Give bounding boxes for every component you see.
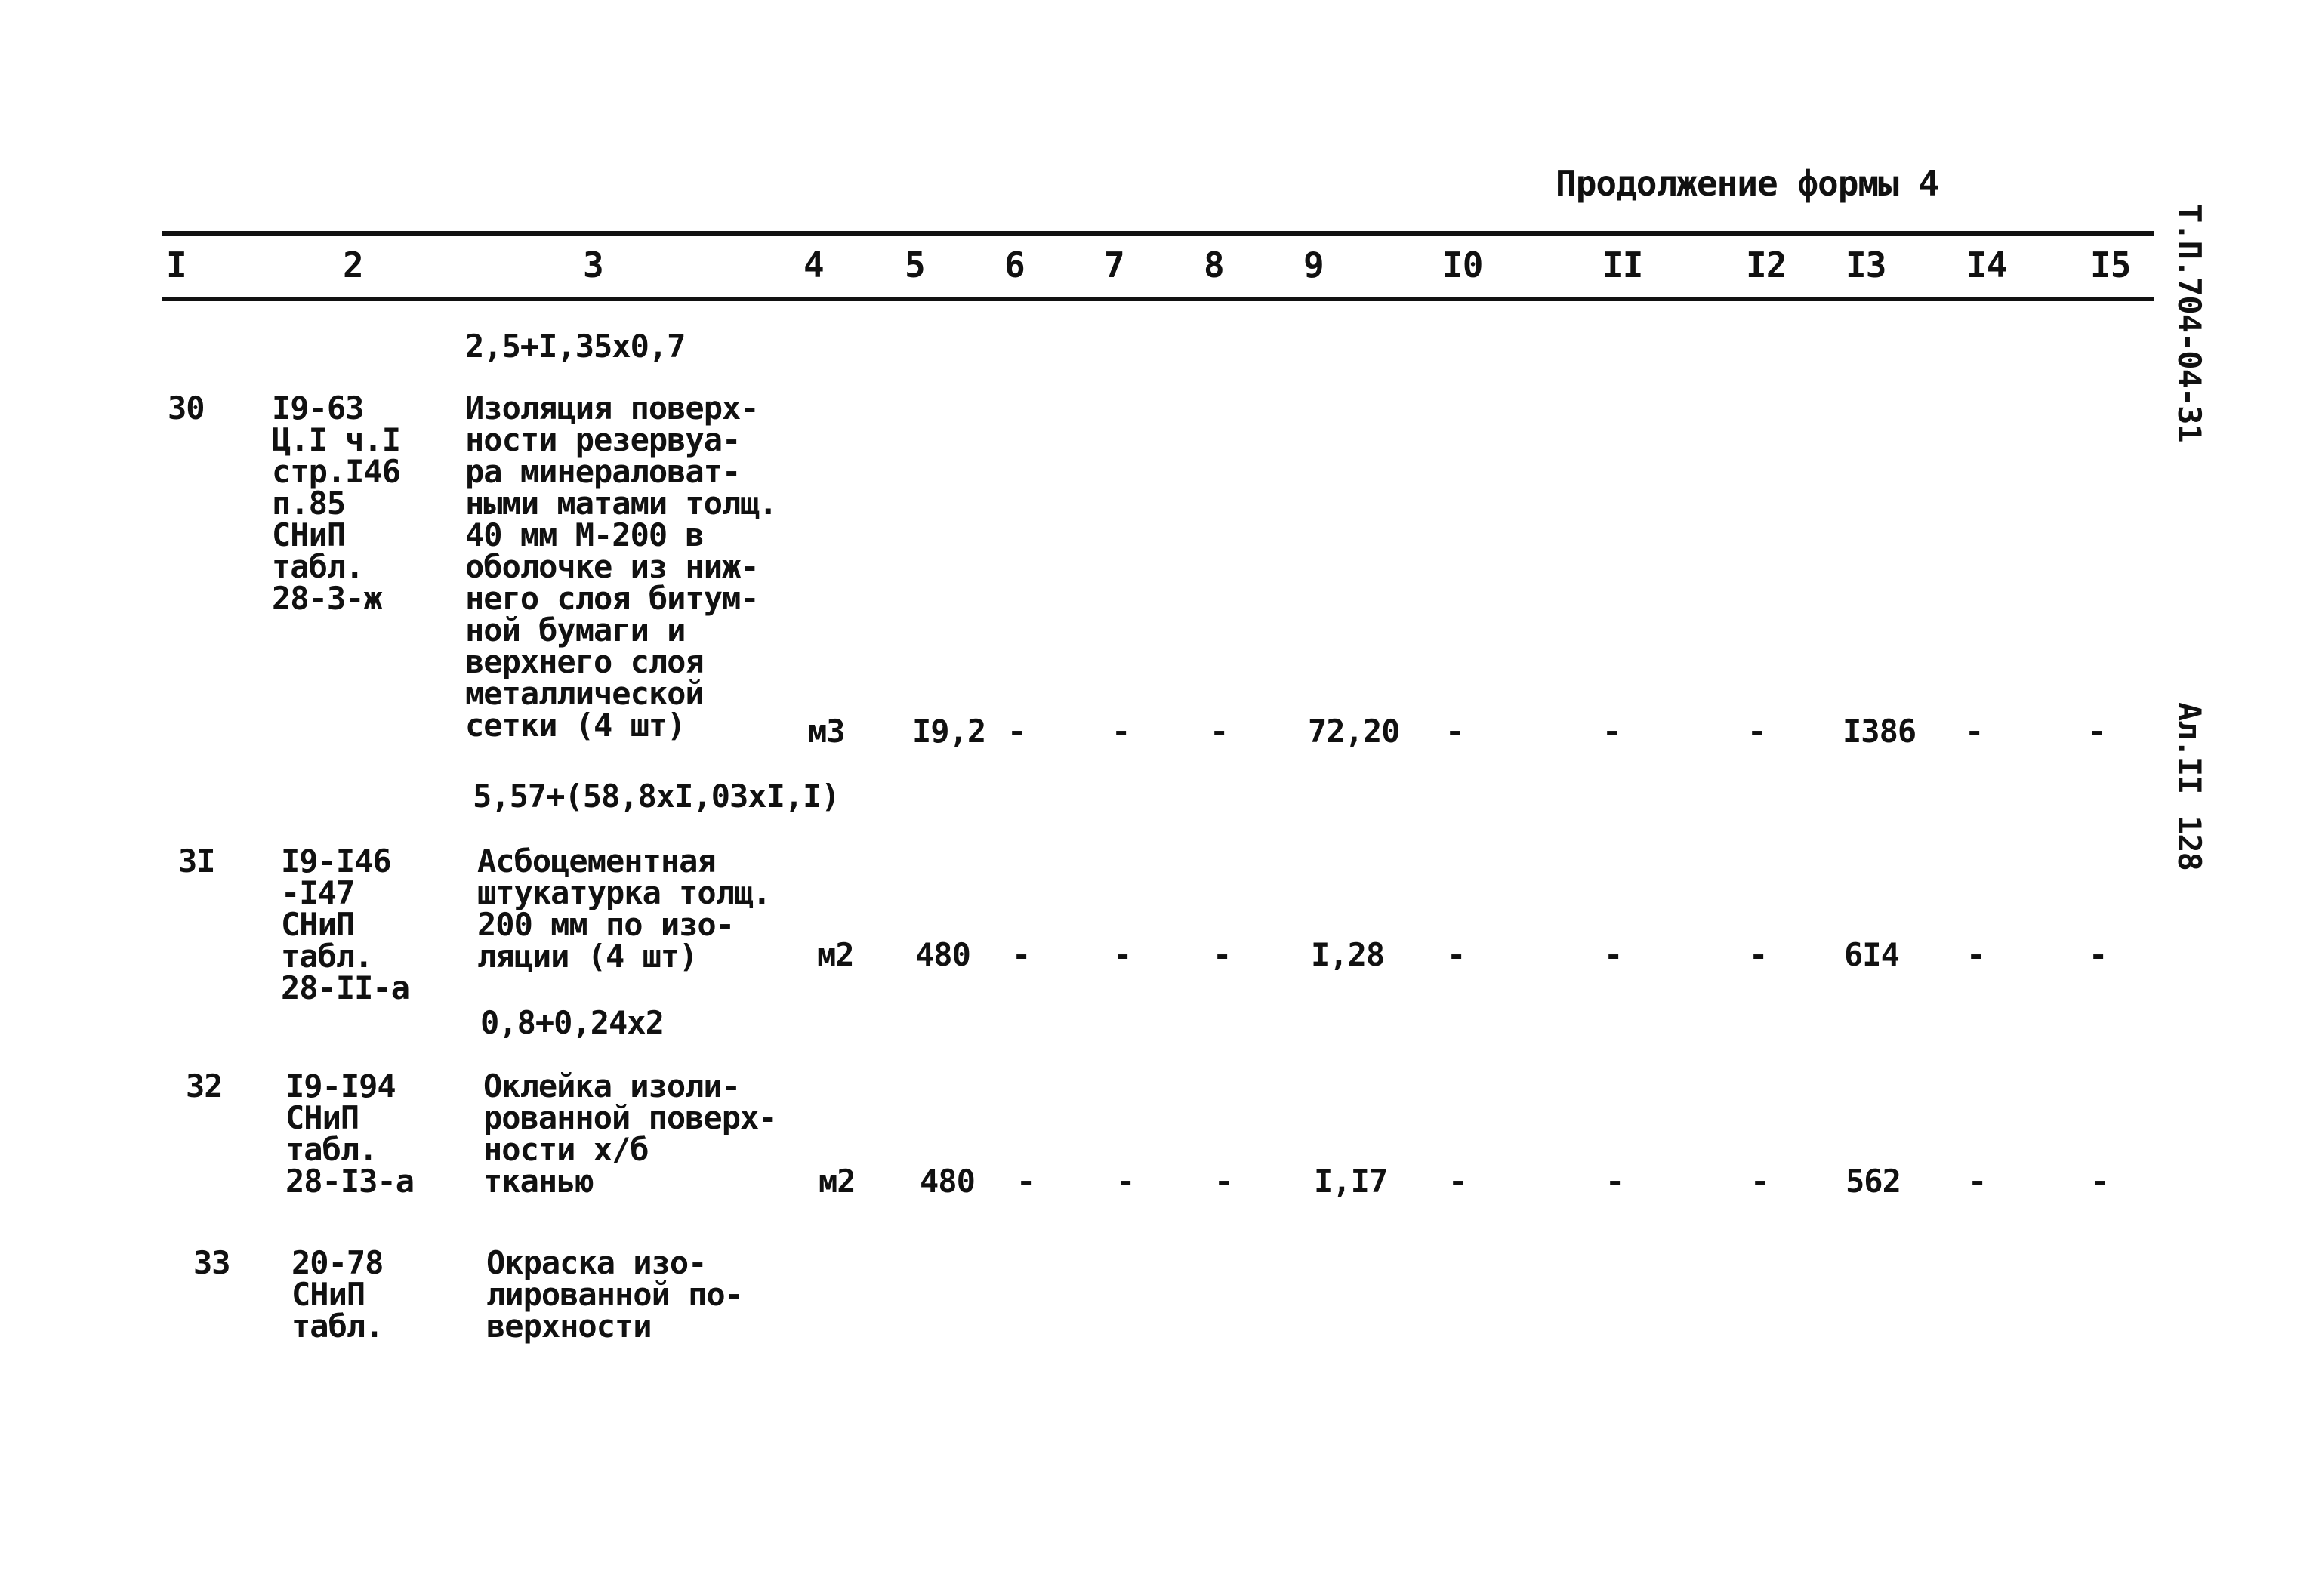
row-32-col13: 562	[1846, 1163, 1901, 1200]
column-header-8: 8	[1204, 245, 1224, 285]
margin-album: Ал.II	[2171, 702, 2208, 794]
row-30-formula: 5,57+(58,8xI,03xI,I)	[473, 778, 840, 815]
row-31-col6: -	[1012, 936, 1031, 973]
column-header-3: 3	[583, 245, 603, 285]
row-31-unit: м2	[817, 936, 854, 973]
row-31-col14: -	[1966, 936, 1985, 973]
row-30-col11: -	[1602, 713, 1621, 750]
row-30-quantity: I9,2	[912, 713, 986, 750]
row-33-description: Окраска изо- лированной по- верхности	[486, 1244, 744, 1345]
row-32-col14: -	[1968, 1163, 1987, 1200]
continuation-title: Продолжение формы 4	[1556, 163, 1939, 204]
row-31-col10: -	[1447, 936, 1466, 973]
column-header-7: 7	[1104, 245, 1124, 285]
row-30-col9: 72,20	[1308, 713, 1400, 750]
row-30-reference: I9-63 Ц.I ч.I стр.I46 п.85 СНиП табл. 28-3-ж	[272, 390, 401, 617]
column-header-11: II	[1602, 245, 1643, 285]
row-32-number: 32	[186, 1068, 223, 1105]
row-31-col15: -	[2089, 936, 2108, 973]
column-header-2: 2	[343, 245, 363, 285]
table-top-rule	[162, 231, 2154, 236]
row-30-col10: -	[1445, 713, 1464, 750]
row-30-col13: I386	[1843, 713, 1917, 750]
row-32-quantity: 480	[920, 1163, 975, 1200]
column-header-9: 9	[1303, 245, 1324, 285]
row-30-number: 30	[168, 390, 205, 427]
column-header-4: 4	[803, 245, 824, 285]
row-33-reference: 20-78 СНиП табл.	[291, 1244, 384, 1345]
row-32-col6: -	[1016, 1163, 1035, 1200]
row-31-col11: -	[1604, 936, 1623, 973]
row-32-col8: -	[1214, 1163, 1233, 1200]
row-30-col8: -	[1210, 713, 1229, 750]
column-header-12: I2	[1746, 245, 1787, 285]
column-header-15: I5	[2090, 245, 2131, 285]
row-32-description: Оклейка изоли- рованной поверх- ности х/б тканью	[483, 1068, 777, 1200]
row-31-col12: -	[1749, 936, 1768, 973]
row-31-number: 3I	[178, 843, 215, 880]
column-header-6: 6	[1004, 245, 1025, 285]
column-header-5: 5	[905, 245, 925, 285]
row-32-col11: -	[1605, 1163, 1624, 1200]
row-32-col10: -	[1448, 1163, 1467, 1200]
column-header-14: I4	[1966, 245, 2007, 285]
column-header-13: I3	[1846, 245, 1886, 285]
row-30-col6: -	[1007, 713, 1026, 750]
row-32-col9: I,I7	[1314, 1163, 1388, 1200]
margin-page: 128	[2171, 815, 2208, 870]
column-header-10: I0	[1442, 245, 1483, 285]
column-header-1: I	[166, 245, 187, 285]
row-31-col13: 6I4	[1844, 936, 1899, 973]
row-33-number: 33	[193, 1244, 230, 1281]
row-32-col15: -	[2090, 1163, 2109, 1200]
row-31-description: Асбоцементная штукатурка толщ. 200 мм по изо- ляции (4 шт)	[477, 843, 771, 975]
row-31-col8: -	[1213, 936, 1232, 973]
row-32-col7: -	[1116, 1163, 1135, 1200]
preamble-formula: 2,5+I,35x0,7	[465, 328, 686, 365]
row-32-col12: -	[1750, 1163, 1769, 1200]
row-31-formula: 0,8+0,24x2	[480, 1004, 664, 1041]
row-30-col15: -	[2087, 713, 2106, 750]
row-31-col9: I,28	[1311, 936, 1385, 973]
margin-doc-code: Т.П.704-04-31	[2171, 204, 2208, 442]
table-header-bottom-rule	[162, 297, 2154, 301]
row-31-reference: I9-I46 -I47 СНиП табл. 28-II-а	[281, 843, 410, 1006]
row-30-unit: м3	[808, 713, 845, 750]
row-32-reference: I9-I94 СНиП табл. 28-I3-а	[285, 1068, 415, 1200]
row-31-quantity: 480	[915, 936, 970, 973]
row-32-unit: м2	[819, 1163, 856, 1200]
row-30-col12: -	[1747, 713, 1766, 750]
row-30-col14: -	[1965, 713, 1984, 750]
row-30-col7: -	[1112, 713, 1130, 750]
row-30-description: Изоляция поверх- ности резервуа- ра минераловат- ными матами толщ. 40 мм М-200 в оболочке из ниж- него слоя битум- ной бумаги и верхнего слоя металлической сетки (4 шт)	[465, 390, 777, 744]
row-31-col7: -	[1113, 936, 1132, 973]
